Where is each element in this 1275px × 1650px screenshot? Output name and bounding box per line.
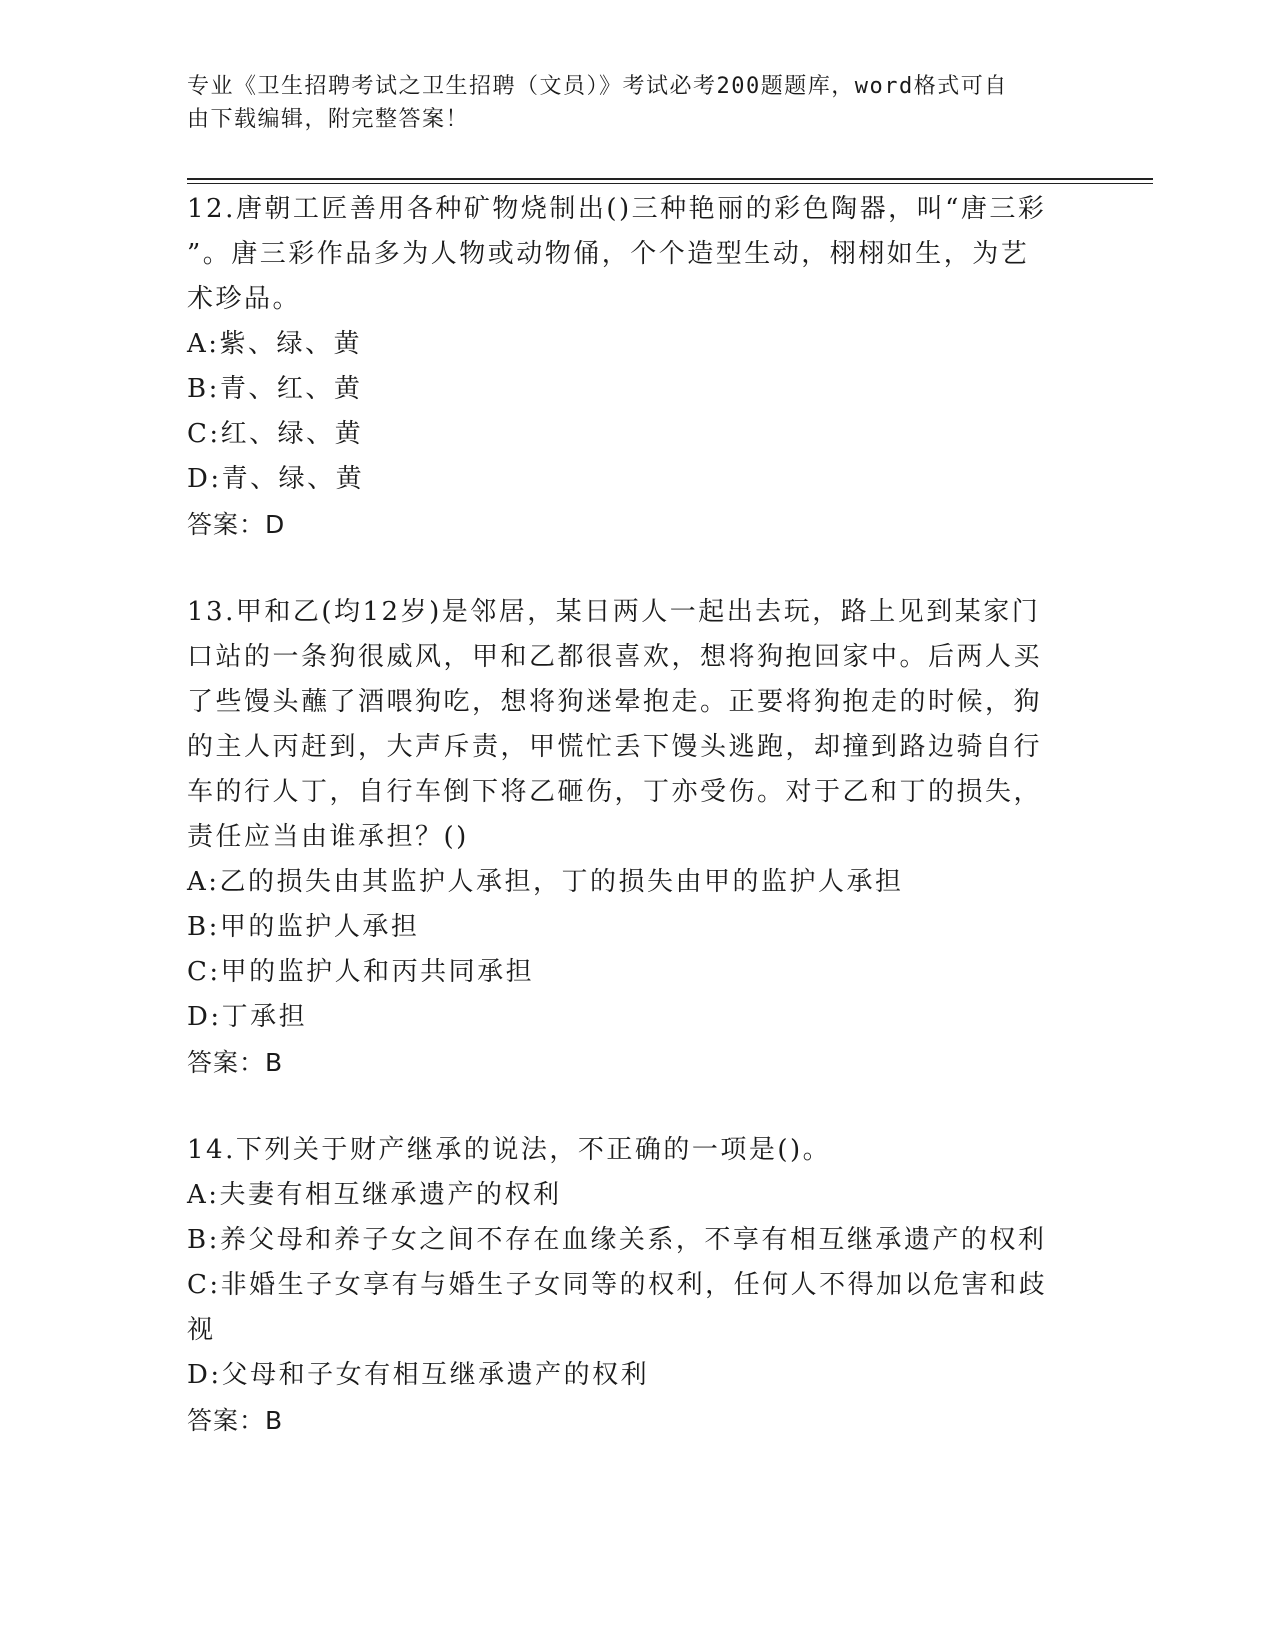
option-a: A:夫妻有相互继承遗产的权利 (187, 1180, 562, 1210)
option-b: B:青、红、黄 (187, 374, 363, 404)
option-a: A:乙的损失由其监护人承担，丁的损失由甲的监护人承担 (187, 867, 904, 897)
question-stem-line: 口站的一条狗很威风，甲和乙都很喜欢，想将狗抱回家中。后两人买 (187, 642, 1043, 672)
option-d: D:父母和子女有相互继承遗产的权利 (187, 1360, 650, 1390)
option-a: A:紫、绿、黄 (187, 329, 363, 359)
question-stem-line: ”。唐三彩作品多为人物或动物俑，个个造型生动，栩栩如生，为艺 (187, 239, 1030, 269)
question-stem-line: 14.下列关于财产继承的说法，不正确的一项是()。 (187, 1135, 832, 1165)
question-stem-line: 术珍品。 (187, 284, 302, 314)
option-d: D:丁承担 (187, 1002, 308, 1032)
question-list (187, 187, 1087, 1486)
header-line-2: 由下载编辑，附完整答案！ (187, 107, 470, 132)
question-stem-line: 车的行人丁，自行车倒下将乙砸伤，丁亦受伤。对于乙和丁的损失， (187, 777, 1043, 807)
answer-line: 答案：B (187, 1048, 284, 1077)
option-d: D:青、绿、黄 (187, 464, 365, 494)
question-stem-line: 责任应当由谁承担？() (187, 822, 469, 852)
option-c: C:甲的监护人和丙共同承担 (187, 957, 535, 987)
answer-line: 答案：B (187, 1406, 284, 1435)
option-c: C:红、绿、黄 (187, 419, 364, 449)
question-stem-line: 13.甲和乙(均12岁)是邻居，某日两人一起出去玩，路上见到某家门 (187, 597, 1041, 627)
option-b: B:甲的监护人承担 (187, 912, 420, 942)
question-stem-line: 的主人丙赶到，大声斥责，甲慌忙丢下馒头逃跑，却撞到路边骑自行 (187, 732, 1043, 762)
header-line-1: 专业《卫生招聘考试之卫生招聘（文员）》考试必考200题题库，word格式可自 (187, 74, 1008, 99)
header-divider-thin (187, 183, 1153, 184)
question-13 (187, 590, 1087, 1085)
answer-line: 答案：D (187, 510, 286, 539)
document-header (187, 70, 1067, 136)
option-b: B:养父母和养子女之间不存在血缘关系，不享有相互继承遗产的权利 (187, 1225, 1047, 1255)
question-14 (187, 1128, 1087, 1443)
question-stem-line: 12.唐朝工匠善用各种矿物烧制出()三种艳丽的彩色陶器，叫“唐三彩 (187, 194, 1047, 224)
option-c: C:非婚生子女享有与婚生子女同等的权利，任何人不得加以危害和歧 视 (187, 1270, 1048, 1345)
question-12 (187, 187, 1087, 547)
header-divider-thick (187, 178, 1153, 180)
question-stem-line: 了些馒头蘸了酒喂狗吃，想将狗迷晕抱走。正要将狗抱走的时候，狗 (187, 687, 1043, 717)
